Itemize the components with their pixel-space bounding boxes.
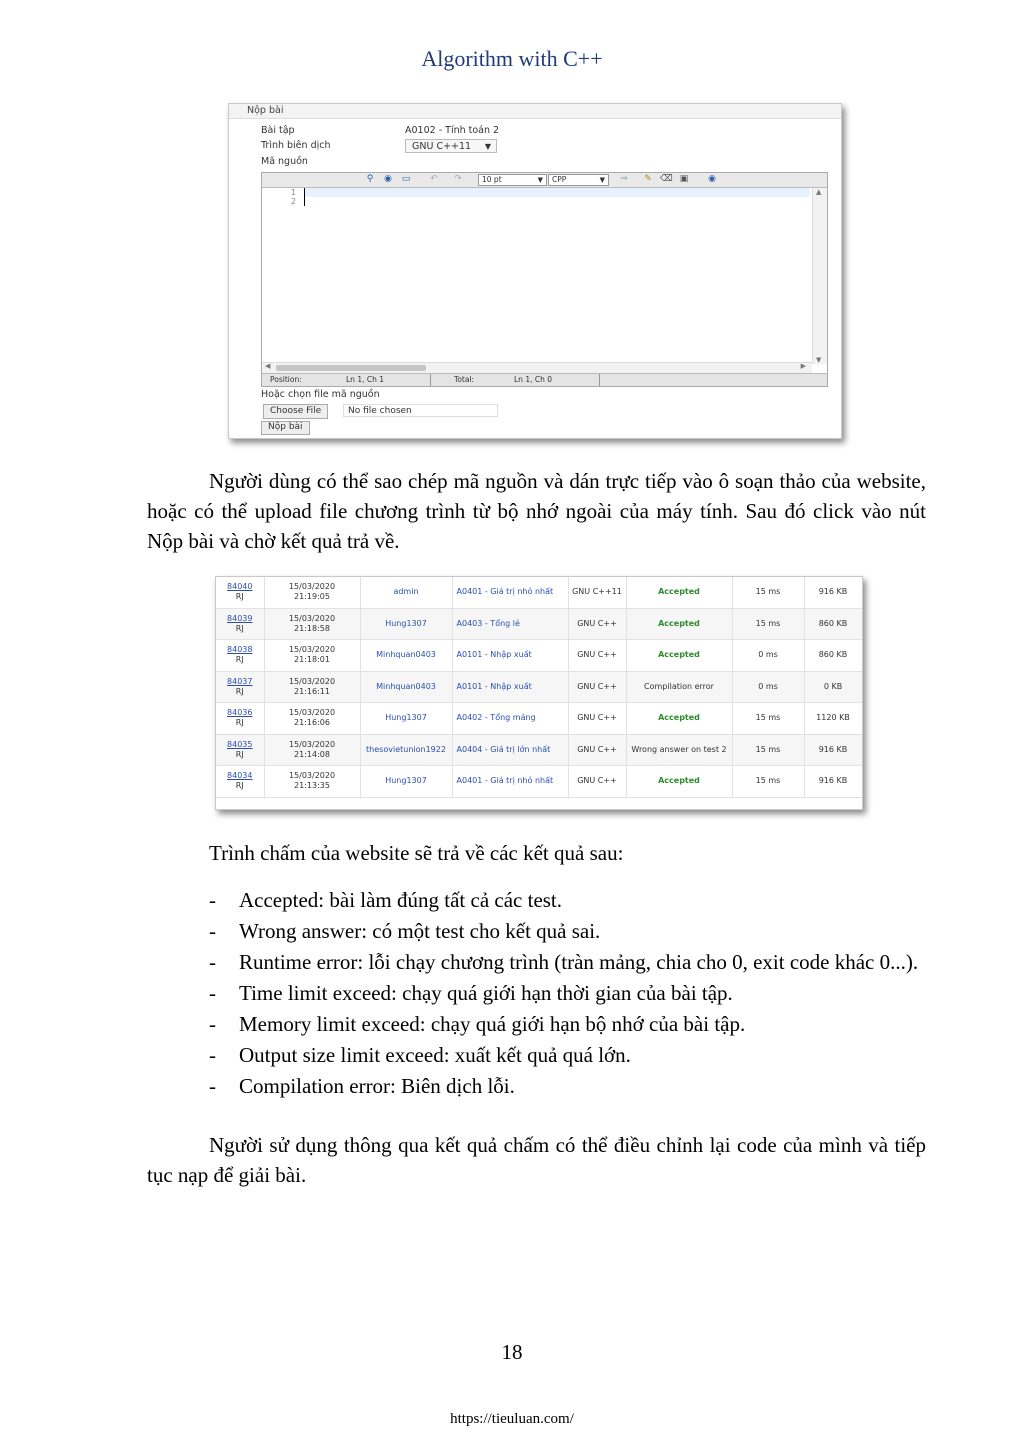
- language-select[interactable]: [548, 174, 609, 186]
- verdict: Accepted: [658, 713, 700, 723]
- runtime-cell: [732, 640, 804, 672]
- problem-link[interactable]: A0401 - Giá trị nhỏ nhất: [456, 776, 554, 786]
- bullet-dash: -: [209, 1012, 216, 1036]
- submission-id: [216, 608, 264, 640]
- page-header: Algorithm with C++: [421, 46, 603, 71]
- memory: 860 KB: [818, 650, 848, 660]
- submission-time: [264, 766, 360, 798]
- list-item-text: Memory limit exceed: chạy quá giới hạn bộ nhớ của bài tập.: [239, 1012, 746, 1036]
- problem-cell: [452, 608, 568, 640]
- username[interactable]: Minhquan0403: [376, 681, 436, 691]
- runtime-cell: [732, 608, 804, 640]
- submit-button[interactable]: Nộp bài: [261, 421, 310, 435]
- code-editor[interactable]: [261, 172, 828, 387]
- date: 15/03/2020: [288, 645, 336, 655]
- verdict-cell: [626, 640, 732, 672]
- chevron-down-icon: ▼: [484, 142, 491, 151]
- compiler: GNU C++: [577, 650, 617, 660]
- compiler-cell: [568, 703, 626, 735]
- problem-cell: [452, 734, 568, 766]
- source-label: Mã nguồn: [261, 156, 308, 167]
- chevron-down-icon: ▼: [599, 176, 605, 184]
- submission-id: [216, 703, 264, 735]
- eraser-icon[interactable]: ⌫: [660, 174, 673, 184]
- compiler-cell: [568, 640, 626, 672]
- verdict: Accepted: [658, 618, 700, 628]
- paragraph-2: [147, 1130, 926, 1190]
- verdict-cell: [626, 577, 732, 608]
- memory-cell: [804, 703, 862, 735]
- verdict: Compilation error: [644, 681, 714, 691]
- username[interactable]: Hung1307: [385, 713, 427, 723]
- submission-time: [264, 640, 360, 672]
- memory: 916 KB: [818, 587, 848, 597]
- compiler-cell: [568, 608, 626, 640]
- list-item-text: Output size limit exceed: xuất kết quả quá lớn.: [239, 1043, 631, 1067]
- verdict-list: [147, 885, 926, 1102]
- table-row: [216, 703, 862, 735]
- table-row: [216, 577, 862, 608]
- verdict-cell: [626, 671, 732, 703]
- total-label: Total:: [454, 375, 475, 384]
- time: 21:19:05: [294, 592, 330, 602]
- date: 15/03/2020: [288, 582, 336, 592]
- submission-time: [264, 608, 360, 640]
- submission-time: [264, 734, 360, 766]
- username[interactable]: admin: [393, 587, 419, 597]
- total-value: Ln 1, Ch 0: [514, 375, 553, 384]
- date: 15/03/2020: [288, 708, 336, 718]
- compiler-cell: [568, 671, 626, 703]
- compiler: GNU C++: [577, 681, 617, 691]
- undo-icon[interactable]: ↶: [430, 174, 438, 184]
- date: 15/03/2020: [288, 676, 336, 686]
- submission-code: RJ: [235, 686, 244, 696]
- user-cell: [360, 640, 452, 672]
- user-cell: [360, 577, 452, 608]
- compiler: GNU C++: [577, 744, 617, 754]
- fullscreen-icon[interactable]: ▭: [401, 174, 411, 184]
- compiler: GNU C++: [577, 713, 617, 723]
- choose-file-button[interactable]: Choose File: [263, 404, 328, 419]
- compiler-cell: [568, 766, 626, 798]
- runtime: 15 ms: [755, 587, 781, 597]
- bullet-dash: -: [209, 950, 216, 974]
- results-intro: Trình chấm của website sẽ trả về các kết quả sau:: [209, 841, 624, 865]
- submission-code: RJ: [235, 623, 244, 633]
- time: 21:18:58: [294, 623, 330, 633]
- scroll-left-icon[interactable]: ◀: [265, 362, 271, 370]
- user-cell: [360, 734, 452, 766]
- submission-link[interactable]: 84038: [227, 645, 253, 655]
- compiler-value: GNU C++11: [412, 141, 472, 152]
- file-name-field: No file chosen: [343, 404, 498, 417]
- horizontal-scrollbar[interactable]: [262, 362, 812, 373]
- compiler: GNU C++: [577, 618, 617, 628]
- problem-link[interactable]: A0402 - Tổng mảng: [456, 713, 536, 723]
- runtime: 0 ms: [758, 681, 778, 691]
- text-caret: [304, 188, 305, 206]
- scroll-thumb[interactable]: [276, 365, 426, 371]
- verdict-cell: [626, 734, 732, 766]
- submission-id: [216, 734, 264, 766]
- table-row: [216, 671, 862, 703]
- username[interactable]: thesovietunion1922: [366, 744, 446, 754]
- list-item-text: Wrong answer: có một test cho kết quả sai.: [239, 919, 601, 943]
- username[interactable]: Hung1307: [385, 776, 427, 786]
- bullet-dash: -: [209, 1074, 216, 1098]
- scroll-right-icon[interactable]: ▶: [800, 362, 806, 370]
- bullet-dash: -: [209, 1043, 216, 1067]
- list-item: [147, 916, 926, 947]
- editor-status-bar: [262, 373, 827, 386]
- compiler-label: Trình biên dịch: [261, 140, 331, 151]
- results-table-screenshot: [215, 576, 863, 810]
- date: 15/03/2020: [288, 613, 336, 623]
- table-row: [216, 608, 862, 640]
- submission-code: RJ: [235, 749, 244, 759]
- runtime: 0 ms: [758, 650, 778, 660]
- scroll-down-icon[interactable]: ▼: [816, 356, 822, 364]
- submission-link[interactable]: 84037: [227, 676, 253, 686]
- submission-time: [264, 577, 360, 608]
- memory-cell: [804, 671, 862, 703]
- font-size-select[interactable]: [478, 174, 547, 186]
- submission-id: [216, 640, 264, 672]
- info-icon[interactable]: ◉: [708, 174, 716, 184]
- paragraph-1: [147, 466, 926, 556]
- verdict-cell: [626, 703, 732, 735]
- user-cell: [360, 671, 452, 703]
- runtime: 15 ms: [755, 776, 781, 786]
- submission-link[interactable]: 84034: [227, 771, 253, 781]
- verdict: Accepted: [658, 776, 700, 786]
- list-item-text: Accepted: bài làm đúng tất cả các test.: [239, 888, 563, 912]
- list-item: [147, 885, 926, 916]
- page-number: 18: [501, 1340, 523, 1364]
- problem-cell: [452, 577, 568, 608]
- time: 21:13:35: [294, 781, 330, 791]
- list-item: [147, 1040, 926, 1071]
- compiler: GNU C++11: [572, 587, 622, 597]
- memory: 1120 KB: [816, 713, 850, 723]
- paragraph-1-text: Người dùng có thể sao chép mã nguồn và dán trực tiếp vào ô soạn thảo của website, hoặc có thể upload file chương trình từ bộ nhớ ngoài của máy tính. Sau đó click vào nút Nộp bài và chờ kết quả trả về.: [147, 469, 926, 553]
- memory-cell: [804, 577, 862, 608]
- compiler-select[interactable]: [405, 139, 497, 153]
- submission-time: [264, 671, 360, 703]
- list-item-text: Time limit exceed: chạy quá giới hạn thời gian của bài tập.: [239, 981, 733, 1005]
- submission-link[interactable]: 84035: [227, 739, 253, 749]
- problem-cell: [452, 766, 568, 798]
- bullet-dash: -: [209, 919, 216, 943]
- results-body: [216, 577, 862, 797]
- window-icon[interactable]: ▣: [679, 174, 689, 184]
- table-row: [216, 734, 862, 766]
- memory: 916 KB: [818, 744, 848, 754]
- submission-code: RJ: [235, 781, 244, 791]
- problem-link[interactable]: A0101 - Nhập xuất: [456, 681, 532, 691]
- bullet-dash: -: [209, 888, 216, 912]
- problem-link[interactable]: A0403 - Tổng lẻ: [456, 618, 520, 628]
- problem-link[interactable]: A0401 - Giá trị nhỏ nhất: [456, 587, 554, 597]
- verdict-cell: [626, 608, 732, 640]
- highlight-icon[interactable]: ⇒: [620, 174, 628, 184]
- submission-link[interactable]: 84040: [227, 582, 253, 592]
- runtime-cell: [732, 577, 804, 608]
- pencil-icon[interactable]: ✎: [644, 174, 652, 184]
- list-item-text: Compilation error: Biên dịch lỗi.: [239, 1074, 515, 1098]
- exercise-label: Bài tập: [261, 125, 295, 136]
- runtime-cell: [732, 671, 804, 703]
- submission-code: RJ: [235, 592, 244, 602]
- submission-link[interactable]: 84039: [227, 613, 253, 623]
- current-line-highlight: [304, 188, 810, 197]
- user-cell: [360, 766, 452, 798]
- paragraph-2-text: Người sử dụng thông qua kết quả chấm có thể điều chỉnh lại code của mình và tiếp tục nạp để giải bài.: [147, 1133, 926, 1187]
- status-divider: [430, 374, 431, 386]
- list-item: [147, 1009, 926, 1040]
- time: 21:14:08: [294, 749, 330, 759]
- list-item: [147, 947, 926, 978]
- bullet-dash: -: [209, 981, 216, 1005]
- time: 21:18:01: [294, 655, 330, 665]
- runtime-cell: [732, 734, 804, 766]
- line-number: 2: [290, 197, 296, 206]
- problem-cell: [452, 703, 568, 735]
- submission-id: [216, 766, 264, 798]
- list-item: [147, 978, 926, 1009]
- compiler-cell: [568, 734, 626, 766]
- username[interactable]: Hung1307: [385, 618, 427, 628]
- position-label: Position:: [270, 375, 302, 384]
- help-icon[interactable]: ◉: [384, 174, 392, 184]
- submission-code: RJ: [235, 718, 244, 728]
- submission-id: [216, 577, 264, 608]
- date: 15/03/2020: [288, 739, 336, 749]
- results-table: [216, 577, 863, 798]
- problem-cell: [452, 671, 568, 703]
- username[interactable]: Minhquan0403: [376, 650, 436, 660]
- line-number: 1: [290, 188, 296, 197]
- verdict: Accepted: [658, 650, 700, 660]
- position-value: Ln 1, Ch 1: [346, 375, 385, 384]
- user-cell: [360, 703, 452, 735]
- user-cell: [360, 608, 452, 640]
- problem-link[interactable]: A0101 - Nhập xuất: [456, 650, 532, 660]
- submission-code: RJ: [235, 655, 244, 665]
- memory-cell: [804, 608, 862, 640]
- time: 21:16:11: [294, 686, 330, 696]
- runtime-cell: [732, 703, 804, 735]
- chevron-down-icon: ▼: [537, 176, 543, 184]
- font-size-value: 10 pt: [482, 175, 502, 184]
- runtime: 15 ms: [755, 618, 781, 628]
- compiler: GNU C++: [577, 776, 617, 786]
- table-row: [216, 766, 862, 798]
- submission-id: [216, 671, 264, 703]
- memory: 0 KB: [823, 681, 843, 691]
- exercise-value: A0102 - Tính toán 2: [405, 125, 500, 136]
- status-divider: [599, 374, 600, 386]
- date: 15/03/2020: [288, 771, 336, 781]
- table-row: [216, 640, 862, 672]
- runtime-cell: [732, 766, 804, 798]
- submission-time: [264, 703, 360, 735]
- problem-cell: [452, 640, 568, 672]
- compiler-cell: [568, 577, 626, 608]
- redo-icon[interactable]: ↷: [454, 174, 462, 184]
- memory-cell: [804, 766, 862, 798]
- memory: 860 KB: [818, 618, 848, 628]
- editor-toolbar: [262, 173, 827, 188]
- vertical-scrollbar[interactable]: [812, 188, 827, 364]
- submission-link[interactable]: 84036: [227, 708, 253, 718]
- file-label: Hoặc chọn file mã nguồn: [261, 389, 380, 400]
- verdict-cell: [626, 766, 732, 798]
- runtime: 15 ms: [755, 744, 781, 754]
- memory: 916 KB: [818, 776, 848, 786]
- line-number-gutter: [262, 188, 302, 362]
- scroll-up-icon[interactable]: ▲: [816, 188, 822, 196]
- verdict: Wrong answer on test 2: [631, 744, 727, 754]
- language-value: CPP: [552, 175, 567, 184]
- problem-link[interactable]: A0404 - Giá trị lớn nhất: [456, 744, 551, 754]
- submit-form-screenshot: [228, 103, 842, 439]
- memory-cell: [804, 640, 862, 672]
- list-item: [147, 1071, 926, 1102]
- runtime: 15 ms: [755, 713, 781, 723]
- memory-cell: [804, 734, 862, 766]
- verdict: Accepted: [658, 587, 700, 597]
- panel-title: Nộp bài: [229, 104, 841, 119]
- search-icon[interactable]: ⚲: [366, 174, 374, 184]
- list-item-text: Runtime error: lỗi chạy chương trình (tràn mảng, chia cho 0, exit code khác 0...).: [239, 950, 919, 974]
- time: 21:16:06: [294, 718, 330, 728]
- footer-url: https://tieuluan.com/: [450, 1411, 574, 1427]
